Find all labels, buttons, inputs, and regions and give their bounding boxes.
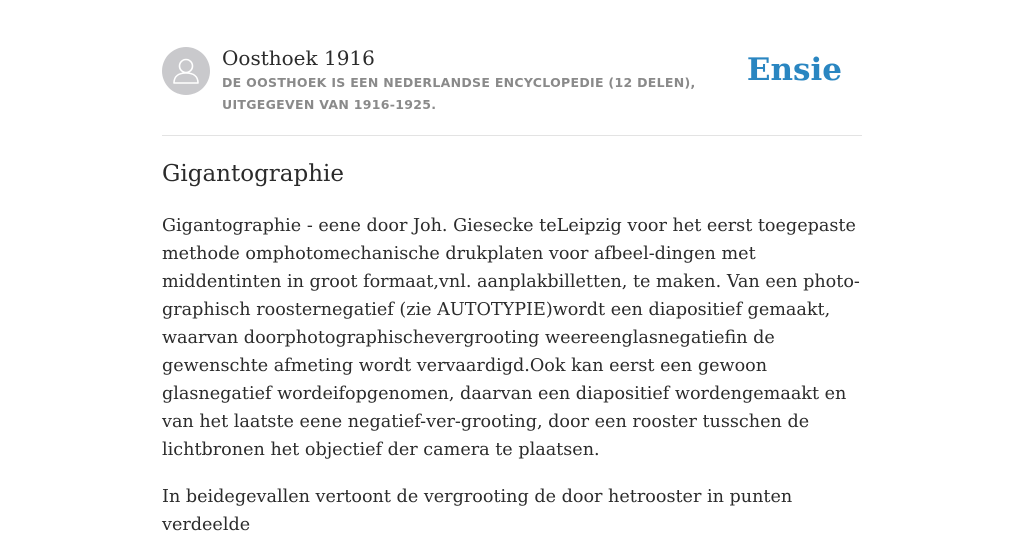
- ensie-logo-link[interactable]: Ensie: [746, 52, 842, 88]
- avatar[interactable]: [162, 47, 210, 95]
- source-description: DE OOSTHOEK IS EEN NEDERLANDSE ENCYCLOPEDIE (12 DELEN), UITGEGEVEN VAN 1916-1925.: [222, 75, 696, 112]
- article-body: [162, 212, 864, 558]
- source-header: [162, 46, 862, 116]
- article-paragraph: In beidegevallen vertoont de vergrooting de door hetrooster in punten verdeelde: [162, 487, 793, 535]
- source-title[interactable]: Oosthoek 1916: [222, 46, 375, 70]
- article-title: Gigantographie: [162, 161, 345, 187]
- user-icon: [162, 47, 210, 95]
- article-paragraph: Gigantographie - eene door Joh. Giesecke teLeipzig voor het eerst toegepaste methode omphotomechanische drukplaten voor afbeel-dingen met middentinten in groot formaat,vnl. aanplakbilletten, te maken. Van een photo-graphisch roosternegatief (zie AUTOTYPIE)wordt een diapositief gemaakt, waarvan doorphotographischevergrooting weereenglasnegatiefin de gewenschte afmeting wordt vervaardigd.Ook kan eerst een gewoon glasnegatief wordeifopgenomen, daarvan een diapositief wordengemaakt en van het laatste eene negatief-ver-grooting, door een rooster tusschen de lichtbronen het objectief der camera te plaatsen.: [162, 216, 860, 460]
- divider: [162, 135, 862, 136]
